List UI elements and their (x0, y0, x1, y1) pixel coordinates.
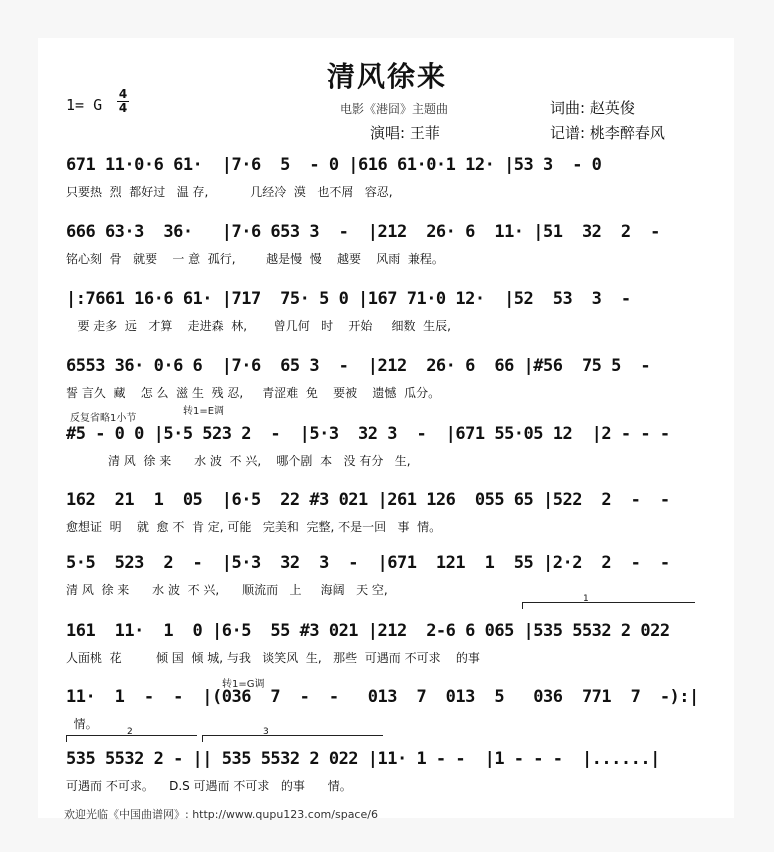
modulation-g-annotation: 转1=G调 (222, 679, 265, 690)
lyric-line: 可遇而 不可求。 D.S 可遇而 不可求 的事 情。 (66, 779, 352, 793)
time-top: 4 (118, 87, 128, 101)
notation-line: #5 - 0 0 |5·5 523 2 - |5·3 32 3 - |671 55·05 12 |2 - - - (66, 424, 670, 444)
lyric-line: 清 风 徐 来 水 波 不 兴, 哪个剧 本 没 有分 生, (66, 454, 411, 468)
time-signature (117, 88, 129, 115)
notation-line: 162 21 1 05 |6·5 22 #3 021 |261 126 055 65 |522 2 - - (66, 490, 670, 510)
lyric-line: 铭心刻 骨 就要 一 意 孤行, 越是慢 慢 越要 风雨 兼程。 (66, 252, 444, 266)
notation-line: 5·5 523 2 - |5·3 32 3 - |671 121 1 55 |2·2 2 - - (66, 553, 670, 573)
notation-line: 6553 36· 0·6 6 |7·6 65 3 - |212 26· 6 66 |#56 75 5 - (66, 356, 651, 376)
lyric-line: 情。 (66, 717, 98, 731)
modulation-e-annotation: 转1=E调 (183, 406, 225, 417)
volta-bracket-1: 1 (522, 602, 695, 609)
volta-bracket-2: 2 (66, 735, 197, 742)
lyric-line: 只要热 烈 都好过 温 存, 几经冷 漠 也不屑 容忍, (66, 185, 393, 199)
lyric-line: 清 风 徐 来 水 波 不 兴, 顺流而 上 海阔 天 空, (66, 583, 388, 597)
repeat-annotation: 反复省略1小节 (70, 413, 137, 424)
lyric-line: 人面桃 花 倾 国 倾 城, 与我 谈笑风 生, 那些 可遇而 不可求 的事 (66, 651, 480, 665)
footer-credit: 欢迎光临《中国曲谱网》: http://www.qupu123.com/space/6 (64, 808, 378, 821)
lyric-line: 要 走多 远 才算 走进森 林, 曾几何 时 开始 细数 生辰, (66, 319, 451, 333)
notation-line: |:7661 16·6 61· |717 75· 5 0 |167 71·0 12· |52 53 3 - (66, 289, 631, 309)
key-signature: 1= G (66, 96, 103, 114)
notation-line: 666 63·3 36· |7·6 653 3 - |212 26· 6 11· |51 32 2 - (66, 222, 660, 242)
notation-line: 535 5532 2 - || 535 5532 2 022 |11· 1 - - |1 - - - |......| (66, 749, 660, 769)
lyricist-credit: 词曲: 赵英俊 (550, 99, 635, 117)
lyric-line: 誓 言久 藏 怎 么 滋 生 残 忍, 青涩难 免 要被 遗憾 瓜分。 (66, 386, 441, 400)
time-bottom: 4 (118, 101, 128, 115)
volta-bracket-3: 3 (202, 735, 383, 742)
lyric-line: 愈想证 明 就 愈 不 肯 定, 可能 完美和 完整, 不是一回 事 情。 (66, 520, 442, 534)
notation-line: 11· 1 - - |(036 7 - - 013 7 013 5 036 771 7 -):| (66, 687, 699, 707)
notation-line: 671 11·0·6 61· |7·6 5 - 0 |616 61·0·1 12· |53 3 - 0 (66, 155, 602, 175)
subtitle: 电影《港囧》主题曲 (340, 102, 449, 116)
singer-credit: 演唱: 王菲 (370, 124, 440, 142)
scorer-credit: 记谱: 桃李醉春风 (550, 124, 665, 142)
song-title: 清风徐来 (326, 60, 447, 93)
notation-line: 161 11· 1 0 |6·5 55 #3 021 |212 2-6 6 065 |535 5532 2 022 (66, 621, 670, 641)
